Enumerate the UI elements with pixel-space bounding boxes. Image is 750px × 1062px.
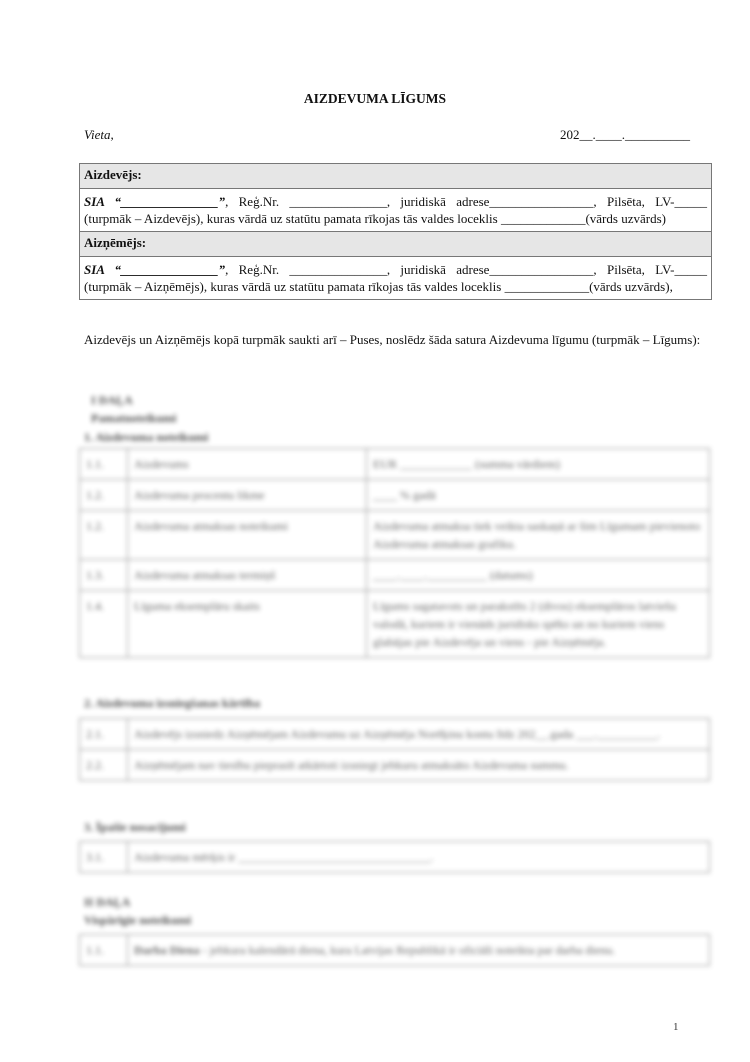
row-value: ____ % gadā xyxy=(367,480,710,511)
lender-header: Aizdevējs: xyxy=(80,164,711,189)
special-terms-table xyxy=(79,841,710,873)
row-number: 1.1. xyxy=(80,935,128,966)
row-value: Aizdevuma atmaksa tiek veikta saskaņā ar šim Līgumam pievienoto Aizdevuma atmaksas grafiku. xyxy=(367,511,710,560)
document-title: AIZDEVUMA LĪGUMS xyxy=(303,91,447,106)
row-number: 2.1. xyxy=(80,719,128,750)
section3-heading: 3. Īpašie nosacījumi xyxy=(84,820,186,834)
table-row xyxy=(80,480,710,511)
table-row xyxy=(80,591,710,658)
row-value: Līgums sagatavots un parakstīts 2 (divos) eksemplāros latviešu valodā, kuriem ir vienāds juridisks spēks un no kuriem viens glabājas pie Aizdevēja un viens - pie Aizņēmēja. xyxy=(367,591,710,658)
place-field: Vieta, xyxy=(84,127,114,142)
borrower-details xyxy=(80,257,711,299)
table-row xyxy=(80,935,710,966)
row-text: Aizdevuma mērķis ir ________________________________. xyxy=(128,842,710,873)
borrower-header: Aizņēmējs: xyxy=(80,232,711,257)
table-row xyxy=(80,511,710,560)
borrower-sia: SIA “_______________” xyxy=(84,262,226,277)
row-text xyxy=(128,935,710,966)
lender-details xyxy=(80,189,711,232)
part1-name: Pamatnoteikumi xyxy=(91,411,177,425)
definitions-table xyxy=(79,934,710,966)
table-row xyxy=(80,750,710,781)
row-value: ____.____.__________ (datums) xyxy=(367,560,710,591)
row-number: 1.3. xyxy=(80,560,128,591)
row-label: Aizdevums xyxy=(128,449,367,480)
table-row xyxy=(80,719,710,750)
row-number: 3.1. xyxy=(80,842,128,873)
row-text: Aizņēmējam nav tiesību pieprasīt atkārtoti izsniegt jebkuru atmaksāto Aizdevuma summu. xyxy=(128,750,710,781)
borrower-body: , Reģ.Nr. _______________, juridiskā adrese________________, Pilsēta, LV-_____ (turpmāk – Aizņēmējs), kuras vārdā uz statūtu pamata rīkojas tās valdes loceklis _____________(vārds uzvārds), xyxy=(84,262,707,294)
definition-term: Darba Diena xyxy=(134,943,200,957)
loan-terms-table xyxy=(79,448,710,658)
part2-label: II DAĻA xyxy=(84,895,131,909)
table-row xyxy=(80,449,710,480)
page-number: 1 xyxy=(673,1021,679,1033)
table-row xyxy=(80,842,710,873)
table-row xyxy=(80,560,710,591)
section1-heading: 1. Aizdevuma noteikumi xyxy=(84,430,209,444)
row-text: Aizdevējs izsniedz Aizņēmējam Aizdevumu uz Aizņēmēja Norēķinu kontu līdz 202__.gada ___.__________. xyxy=(128,719,710,750)
section2-heading: 2. Aizdevuma izsniegšanas kārtība xyxy=(84,696,261,710)
row-number: 1.2. xyxy=(80,511,128,560)
row-number: 1.4. xyxy=(80,591,128,658)
lender-sia: SIA “_______________” xyxy=(84,194,226,209)
disbursement-table xyxy=(79,718,710,781)
row-number: 1.2. xyxy=(80,480,128,511)
intro-paragraph: Aizdevējs un Aizņēmējs kopā turpmāk saukti arī – Puses, noslēdz šāda satura Aizdevuma līgumu (turpmāk – Līgums): xyxy=(84,332,701,347)
row-label: Aizdevuma atmaksas termiņš xyxy=(128,560,367,591)
row-label: Līguma eksemplāru skaits xyxy=(128,591,367,658)
row-value: EUR ____________ (summa vārdiem) xyxy=(367,449,710,480)
row-label: Aizdevuma atmaksas noteikumi xyxy=(128,511,367,560)
date-field: 202__.____.__________ xyxy=(560,127,690,142)
row-label: Aizdevuma procentu likme xyxy=(128,480,367,511)
row-number: 1.1. xyxy=(80,449,128,480)
part1-label: I DAĻA xyxy=(91,393,133,407)
part2-name: Vispārīgie noteikumi xyxy=(84,913,192,927)
parties-box xyxy=(79,163,712,300)
row-number: 2.2. xyxy=(80,750,128,781)
lender-body: , Reģ.Nr. _______________, juridiskā adrese________________, Pilsēta, LV-_____ (turpmāk – Aizdevējs), kuras vārdā uz statūtu pamata rīkojas tās valdes loceklis _____________(vārds uzvārds) xyxy=(84,194,707,226)
definition-text: - jebkura kalendārā diena, kura Latvijas Republikā ir oficiāli noteikta par darba dienu. xyxy=(199,943,616,957)
